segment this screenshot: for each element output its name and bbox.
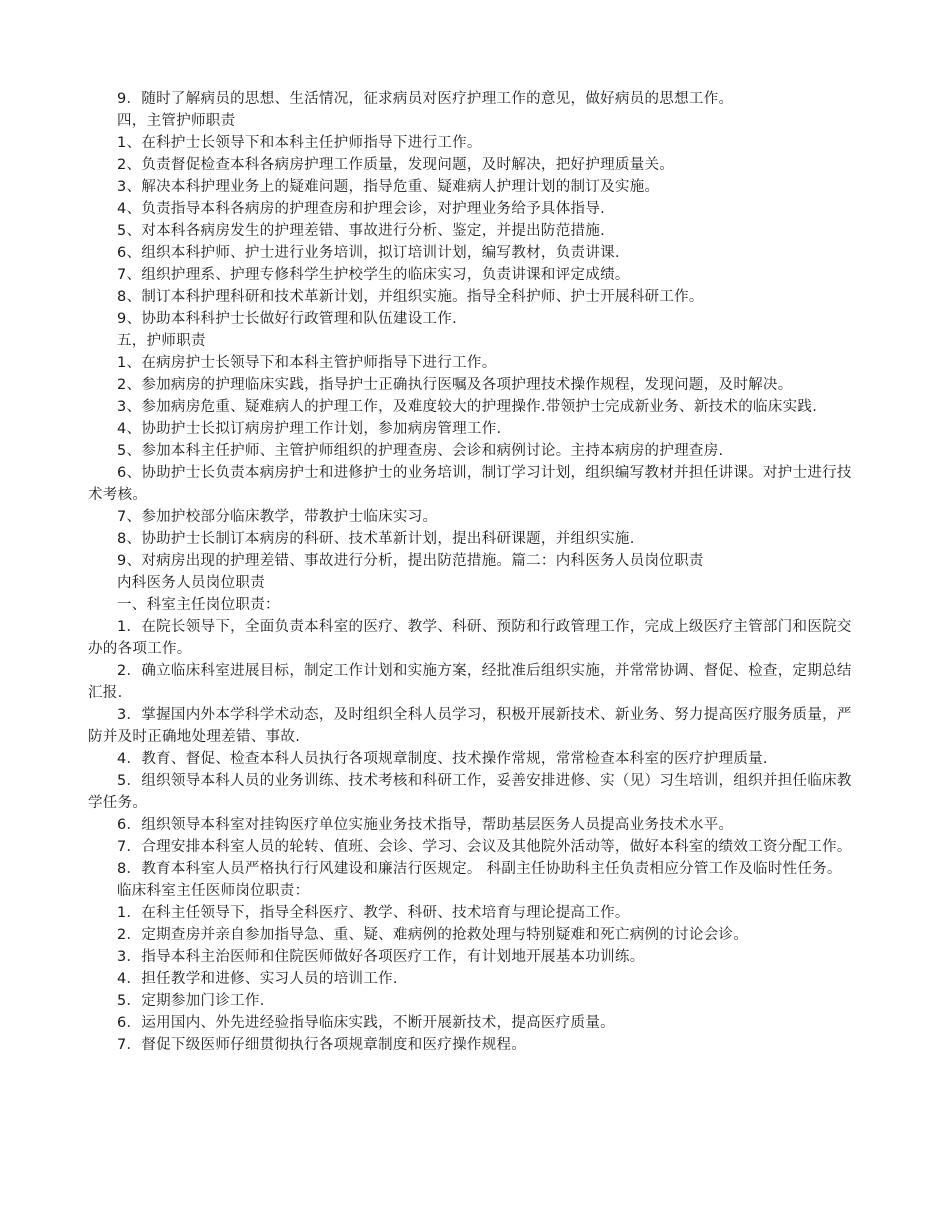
- document-paragraph: 2．定期查房并亲自参加指导急、重、疑、难病例的抢救处理与特别疑难和死亡病例的讨论会诊。: [117, 927, 749, 943]
- document-paragraph: 4、负责指导本科各病房的护理查房和护理会诊，对护理业务给予具体指导.: [117, 201, 606, 217]
- document-paragraph: 6、协助护士长负责本病房护士和进修护士的业务培训，制订学习计划，组织编写教材并担任讲课。对护士进行技术考核。: [88, 465, 852, 503]
- document-paragraph: 1、在病房护士长领导下和本科主管护师指导下进行工作。: [117, 355, 497, 371]
- document-paragraph: 8、制订本科护理科研和技术革新计划，并组织实施。指导全科护师、护士开展科研工作。: [117, 289, 704, 305]
- document-paragraph: 8、协助护士长制订本病房的科研、技术革新计划，提出科研课题，并组织实施.: [117, 531, 635, 547]
- document-paragraph: 临床科室主任医师岗位职责：: [117, 883, 310, 899]
- document-paragraph: 7、参加护校部分临床教学，带教护士临床实习。: [117, 509, 438, 525]
- document-paragraph: 9、协助本科科护士长做好行政管理和队伍建设工作.: [117, 311, 458, 327]
- document-paragraph: 5、对本科各病房发生的护理差错、事故进行分析、鉴定，并提出防范措施.: [117, 223, 606, 239]
- document-paragraph: 9、对病房出现的护理差错、事故进行分析，提出防范措施。篇二：内科医务人员岗位职责: [117, 553, 704, 569]
- document-paragraph: 内科医务人员岗位职责: [117, 575, 265, 591]
- document-paragraph: 4．教育、督促、检查本科人员执行各项规章制度、技术操作常规，常常检查本科室的医疗护理质量.: [117, 751, 768, 767]
- document-paragraph: 2、参加病房的护理临床实践，指导护士正确执行医嘱及各项护理技术操作规程，发现问题，及时解决。: [117, 377, 793, 393]
- document-paragraph: 3．掌握国内外本学科学术动态，及时组织全科人员学习，积极开展新技术、新业务、努力提高医疗服务质量，严防并及时正确地处理差错、事故.: [88, 707, 852, 745]
- document-paragraph: 3、解决本科护理业务上的疑难问题，指导危重、疑难病人护理计划的制订及实施。: [117, 179, 660, 195]
- document-paragraph: 1．在院长领导下，全面负责本科室的医疗、教学、科研、预防和行政管理工作，完成上级医疗主管部门和医院交办的各项工作。: [88, 619, 852, 657]
- document-paragraph: 6．组织领导本科室对挂钩医疗单位实施业务技术指导，帮助基层医务人员提高业务技术水平。: [117, 817, 734, 833]
- document-paragraph: 3、参加病房危重、疑难病人的护理工作，及难度较大的护理操作.带领护士完成新业务、新技术的临床实践.: [117, 399, 818, 415]
- document-paragraph: 4、协助护士长拟订病房护理工作计划，参加病房管理工作.: [117, 421, 502, 437]
- document-paragraph: 3．指导本科主治医师和住院医师做好各项医疗工作，有计划地开展基本功训练。: [117, 949, 645, 965]
- document-paragraph: 1、在科护士长领导下和本科主任护师指导下进行工作。: [117, 135, 482, 151]
- document-paragraph: 一、科室主任岗位职责：: [117, 597, 280, 613]
- document-paragraph: 1．在科主任领导下，指导全科医疗、教学、科研、技术培育与理论提高工作。: [117, 905, 630, 921]
- document-paragraph: 4．担任教学和进修、实习人员的培训工作.: [117, 971, 398, 987]
- document-paragraph: 2．确立临床科室进展目标，制定工作计划和实施方案，经批准后组织实施，并常常协调、督促、检查，定期总结汇报.: [88, 663, 852, 701]
- document-paragraph: 五，护师职责: [117, 333, 206, 349]
- document-body: [88, 88, 862, 1056]
- document-paragraph: 2、负责督促检查本科各病房护理工作质量，发现问题，及时解决，把好护理质量关。: [117, 157, 675, 173]
- document-paragraph: 6、组织本科护师、护士进行业务培训，拟订培训计划，编写教材，负责讲课.: [117, 245, 620, 261]
- document-paragraph: 四，主管护师职责: [117, 113, 236, 129]
- document-paragraph: 7．合理安排本科室人员的轮转、值班、会诊、学习、会议及其他院外活动等，做好本科室的绩效工资分配工作。: [117, 839, 852, 855]
- document-paragraph: 5．定期参加门诊工作.: [117, 993, 265, 1009]
- document-paragraph: 7、组织护理系、护理专修科学生护校学生的临床实习，负责讲课和评定成绩。: [117, 267, 630, 283]
- document-paragraph: 7．督促下级医师仔细贯彻执行各项规章制度和医疗操作规程。: [117, 1037, 527, 1053]
- document-paragraph: 5、参加本科主任护师、主管护师组织的护理查房、会诊和病例讨论。主持本病房的护理查房.: [117, 443, 724, 459]
- document-paragraph: 9．随时了解病员的思想、生活情况，征求病员对医疗护理工作的意见，做好病员的思想工作。: [117, 91, 734, 107]
- document-paragraph: 6．运用国内、外先进经验指导临床实践，不断开展新技术，提高医疗质量。: [117, 1015, 615, 1031]
- document-paragraph: 5．组织领导本科人员的业务训练、技术考核和科研工作，妥善安排进修、实（见）习生培训，组织并担任临床教学任务。: [88, 773, 852, 811]
- document-paragraph: 8．教育本科室人员严格执行行风建设和廉洁行医规定。 科副主任协助科主任负责相应分管工作及临时性任务。: [117, 861, 842, 877]
